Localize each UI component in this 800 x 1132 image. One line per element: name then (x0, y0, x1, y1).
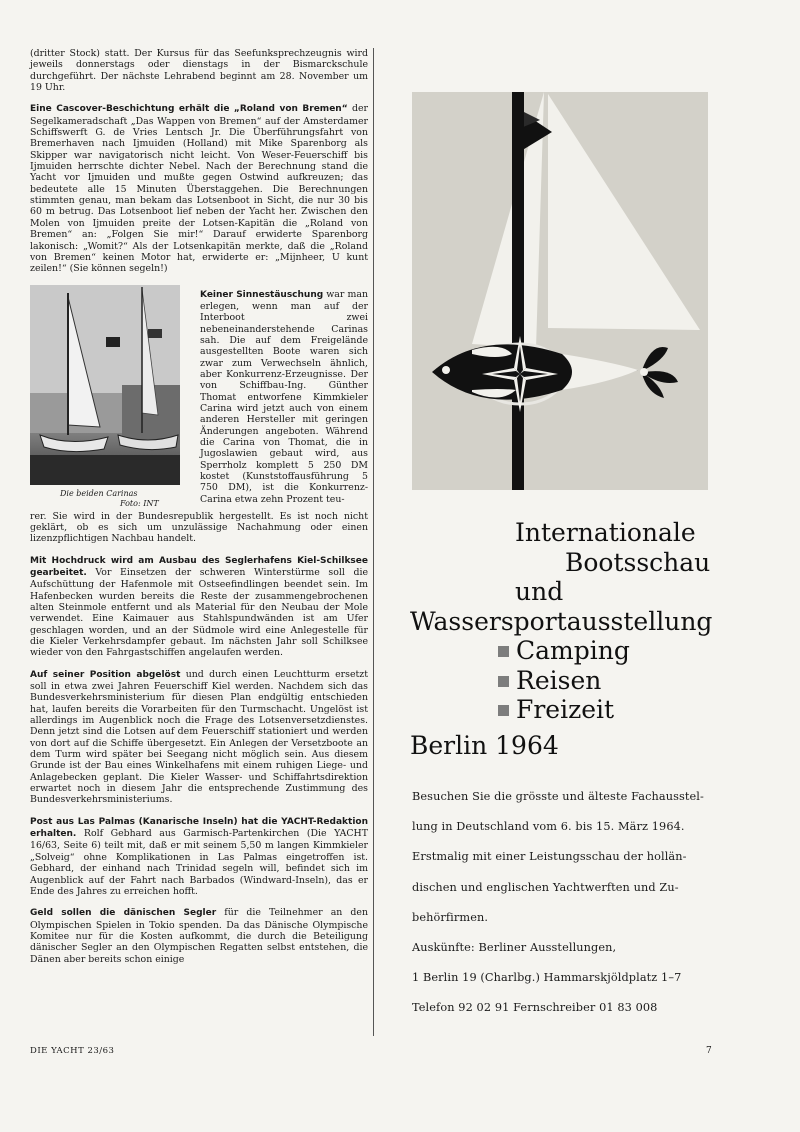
square-bullet-icon (498, 646, 509, 657)
ad-body-line: Telefon 92 02 91 Fernschreiber 01 83 008 (412, 1001, 658, 1015)
bullet-label: Reisen (516, 665, 602, 695)
paragraph-daenische-segler (30, 907, 368, 965)
paragraph-text: Rolf Gebhard aus Garmisch-Partenkirchen (Die YACHT 16/63, Seite 6) teilt mit, daß er mit seinem 5,50 m langen Kimmkieler „Solveig“ ohne Komplikationen in Las Palmas eingetroffen ist. Gebhard, der einhand nach Trinidad segeln will, befindet sich im Augenblick auf der Fahrt nach Barbados (Windward-Inseln), das er Ende des Jahres zu erreichen hofft. (30, 828, 368, 897)
sailboats-illustration (30, 285, 180, 485)
caption-title: Die beiden Carinas (60, 488, 138, 498)
article-column (30, 48, 368, 975)
weathervane-sailboat-graphic (412, 92, 708, 490)
ad-body-line: Auskünfte: Berliner Ausstellungen, (412, 941, 617, 955)
ad-body-line: 1 Berlin 19 (Charlbg.) Hammarskjöldplatz 1–7 (412, 971, 682, 985)
paragraph-heading: Mit Hochdruck wird am Ausbau des Seglerhafens Kiel-Schilksee gearbeitet. (30, 555, 368, 578)
paragraph-carina (200, 289, 368, 506)
ad-body-line: Erstmalig mit einer Leistungsschau der hollän- (412, 850, 687, 864)
paragraph-heading: Post aus Las Palmas (Kanarische Inseln) hat die YACHT-Redaktion erhalten. (30, 816, 368, 840)
headline-line: Internationale (515, 518, 696, 547)
paragraph-text: war man erlegen, wenn man auf der Interboot zwei nebeneinanderstehende Carinas sah. Die auf dem Freigelände ausgestellten Boote waren sich zwar zum Verwechseln ähnlich, aber Konkurrenz-Erzeugnisse. Der von Schiffbau-Ing. Günther Thomat entworfene Kimmkieler Carina wird jetzt auch von einem anderen Hersteller mit geringen Änderungen angeboten. Während die Carina von Thomat, die in Jugoslawien gebaut wird, aus Sperrholz komplett 5 250 DM kostet (Kunststoffausführung 5 750 DM), ist die Konkurrenz-Carina etwa zehn Prozent teu- (200, 288, 368, 505)
journal-footer: DIE YACHT 23/63 (30, 1046, 115, 1056)
carina-photo (30, 285, 180, 485)
headline-line: Bootsschau (565, 547, 711, 577)
square-bullet-icon (498, 676, 509, 687)
paragraph-text: und durch einen Leuchtturm ersetzt soll in etwa zwei Jahren Feuerschiff Kiel werden. Nachdem sich das Bundesverkehrsministerium für diesen Plan endgültig entschieden hat, laufen bereits die Vorarbeiten für den Turmschacht. Ungelöst ist allerdings im Augenblick noch die Frage des Lotsenversetzdienstes. Denn jetzt sind die Lotsen auf dem Feuerschiff stationiert und werden von dort auf die Schiffe übergesetzt. Ein Anlegen der Versetzboote an dem Turm wird später bei Seegang nicht möglich sein. Aus diesem Grunde ist der Bau eines Winkelhafens mit einem ruhigen Liege- und Anlagebecken geplant. Die Kieler Wasser- und Schiffahrtsdirektion erwartet noch in diesem Jahr die entsprechende Zustimmung des Bundesverkehrsministeriums. (30, 668, 368, 806)
page-number: 7 (706, 1046, 712, 1056)
ad-headline (410, 518, 713, 760)
paragraph-cascover (30, 103, 368, 274)
caption-credit: Foto: INT (120, 498, 159, 508)
headline-line: und (515, 577, 564, 606)
ad-body-line: Besuchen Sie die grösste und älteste Fachausstel- (412, 790, 704, 803)
paragraph-text: (dritter Stock) statt. Der Kursus für das Seefunksprechzeugnis wird jeweils donnerstags oder dienstags in der Bismarckschule durchgeführt. Der nächste Lehrabend beginnt am 28. November um 19 Uhr. (30, 48, 368, 94)
ad-body (412, 782, 717, 1024)
carina-feature (30, 285, 368, 511)
square-bullet-icon (498, 705, 509, 716)
paragraph-text: rer. Sie wird in der Bundesrepublik hergestellt. Es ist noch nicht geklärt, ob es sich um unzulässige Nachahmung oder einen lizenzpflichtigen Nachbau handelt. (30, 510, 368, 545)
paragraph-text: Vor Einsetzen der schweren Winterstürme soll die Aufschüttung der Hafenmole mit Ostseefindlingen beendet sein. Im Hafenbecken wurden bereits die Reste der zusammengebrochenen alten Steinmole entfernt und als Material für den Neubau der Mole verwendet. Eine Kaimauer aus Stahlspundwänden ist am Ufer geschlagen worden, und an der Südmole wird eine Anlegestelle für die Kieler Verkehrsdampfer gebaut. Im nächsten Jahr soll Schilksee wieder von den Fahrgastschiffen angelaufen werden. (30, 566, 368, 659)
paragraph-heading: Eine Cascover-Beschichtung erhält die „Roland von Bremen“ (30, 104, 348, 115)
column-divider (373, 48, 374, 1036)
ad-body-line: dischen und englischen Yachtwerften und Zu- (412, 880, 679, 894)
paragraph-text: der Segelkameradschaft „Das Wappen von Bremen“ auf der Amsterdamer Schiffswerft G. de Vries Lentsch Jr. Die Überführungsfahrt von Bremerhaven nach Ijmuiden (Holland) mit Mike Sparenborg als Skipper war navigatorisch nicht leicht. Von Weser-Feuerschiff bis Ijmuiden herrschte dichter Nebel. Nach der Berechnung stand die Yacht vor Ijmuiden und mußte gegen Ostwind aufkreuzen; das bedeutete alle 15 Minuten Überstaggehen. Die Berechnungen stimmten genau, man bekam das Lotsenboot in Sicht, die nur 30 bis 60 m betrug. Das Lotsenboot lief neben der Yacht her. Zwischen den Molen von Ijmuiden preite der Lotsen-Kapitän die „Roland von Bremen“ an: „Folgen Sie mir!“ Darauf erwiderte Sparenborg lakonisch: „Womit?“ Als der Lotsenkapitän merkte, daß die „Roland von Bremen“ keinen Motor hat, erwiderte er: „Mijnheer, U kunt zeilen!“ (Sie können segeln!) (30, 103, 368, 275)
paragraph-carina-tail (30, 511, 368, 545)
paragraph-heading: Keiner Sinnestäuschung (200, 289, 324, 300)
paragraph-heading: Geld sollen die dänischen Segler (30, 908, 217, 919)
ad-body-line: lung in Deutschland vom 6. bis 15. März 1964. (412, 820, 685, 834)
paragraph-seefunk (30, 48, 368, 93)
bullet-item (410, 666, 710, 696)
ad-body-line: behörfirmen. (412, 910, 489, 924)
bullet-item (410, 695, 710, 725)
photo-caption (60, 489, 180, 509)
ad-poster (412, 92, 708, 490)
bullet-label: Camping (516, 636, 630, 665)
paragraph-text: für die Teilnehmer an den Olympischen Spielen in Tokio spenden. Da das Dänische Olympische Komitee nur für die Kosten aufkommt, die durch die Beteiligung dänischer Segler an den Olympischen Regatten selbst entstehen, die Dänen aber bereits schon einige (30, 907, 369, 965)
headline-line: Wassersportausstellung (410, 606, 713, 636)
bullet-label: Freizeit (516, 695, 615, 724)
paragraph-heading: Auf seiner Position abgelöst (30, 669, 181, 680)
paragraph-schilksee (30, 555, 368, 659)
paragraph-feuerschiff (30, 669, 368, 806)
headline-city-year: Berlin 1964 (410, 730, 559, 760)
bullet-item (410, 636, 710, 666)
paragraph-las-palmas (30, 816, 368, 897)
